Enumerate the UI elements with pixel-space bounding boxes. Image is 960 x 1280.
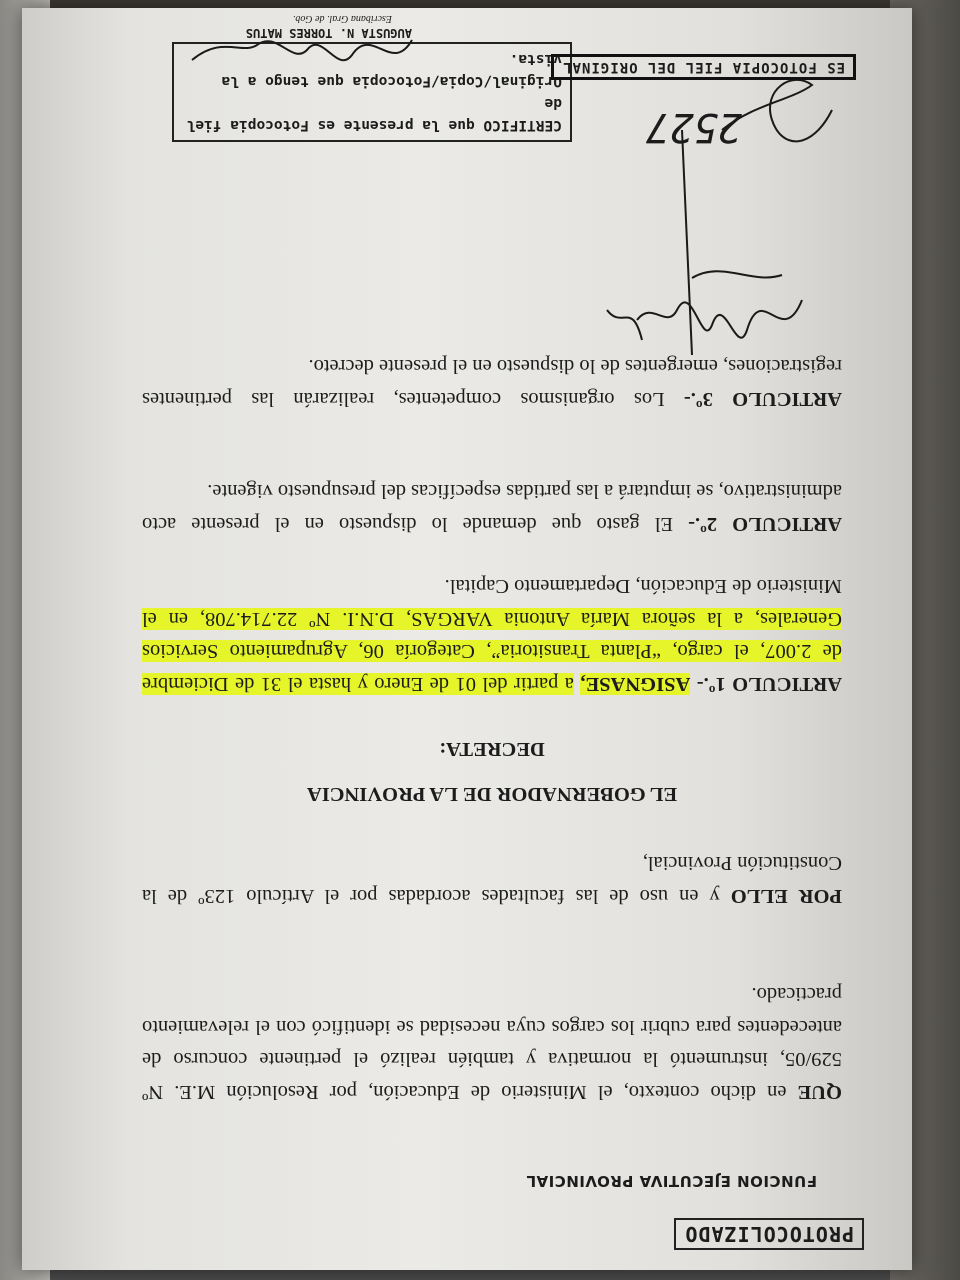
signer-name: AUGUSTA N. TORRES MATUS	[245, 26, 412, 40]
certification-line-1: CERTIFICO que la presente es Fotocopia fiel de	[186, 95, 562, 133]
certification-line-2: Original/Copia/Fotocopia que tengo a la vista.	[221, 51, 562, 89]
que-text: en dicho contexto, el Ministerio de Educación, por Resolución M.E. Nº 529/05, instrumentó la normativa y también realizó el pertinente concurso de antecedentes para cubrir los cargos cuya necesidad se identificó con el relevamiento practicado.	[142, 983, 842, 1103]
document-number: 2527	[645, 104, 742, 150]
protocolizado-stamp: PROTOCOLIZADO	[674, 1218, 864, 1250]
document-page	[22, 8, 912, 1270]
que-paragraph	[142, 978, 842, 1108]
article-1	[142, 570, 842, 700]
article-2-label: ARTICULO 2º.-	[688, 513, 842, 535]
article-2	[142, 475, 842, 540]
article-1-highlighted-text: a partir del 01 de Enero y hasta el 31 de Diciembre de 2.007, el cargo, “Planta Transitoria”, Categoría 06, Agrupamiento Servicios Generales, a la señora María Antonia VARGAS, D.N.I. Nº 22.714.708, en el	[142, 608, 842, 695]
por-ello-text: y en uso de las facultades acordadas por el Artículo 123º de la Constitución Provincial,	[141, 852, 842, 907]
article-1-tail: Ministerio de Educación, Departamento Capital.	[444, 575, 842, 598]
article-2-text: El gasto que demande lo dispuesto en el presente acto administrativo, se imputará a las partidas específicas del presupuesto vigente.	[142, 480, 842, 535]
signer-title: Escribana Gral. de Gob.	[292, 13, 392, 24]
article-1-keyword: ASIGNASE,	[580, 673, 691, 695]
decree-title: EL GOBERNADOR DE LA PROVINCIA	[306, 783, 678, 805]
article-3-text: Los organismos competentes, realizarán las pertinentes registraciones, emergentes de lo dispuesto en el presente decreto.	[142, 355, 842, 410]
article-3-label: ARTICULO 3º.-	[683, 388, 842, 410]
fiel-original-stamp: ES FOTOCOPIA FIEL DEL ORIGINAL	[551, 54, 856, 80]
article-1-label: ARTICULO 1º.-	[696, 673, 842, 695]
que-keyword: QUE	[797, 1081, 842, 1103]
por-ello-keyword: POR ELLO	[730, 885, 842, 907]
header-funcion-ejecutiva: FUNCION EJECUTIVA PROVINCIAL	[526, 1172, 817, 1190]
decreta-heading: DECRETA:	[439, 738, 545, 760]
por-ello-paragraph	[142, 847, 842, 912]
